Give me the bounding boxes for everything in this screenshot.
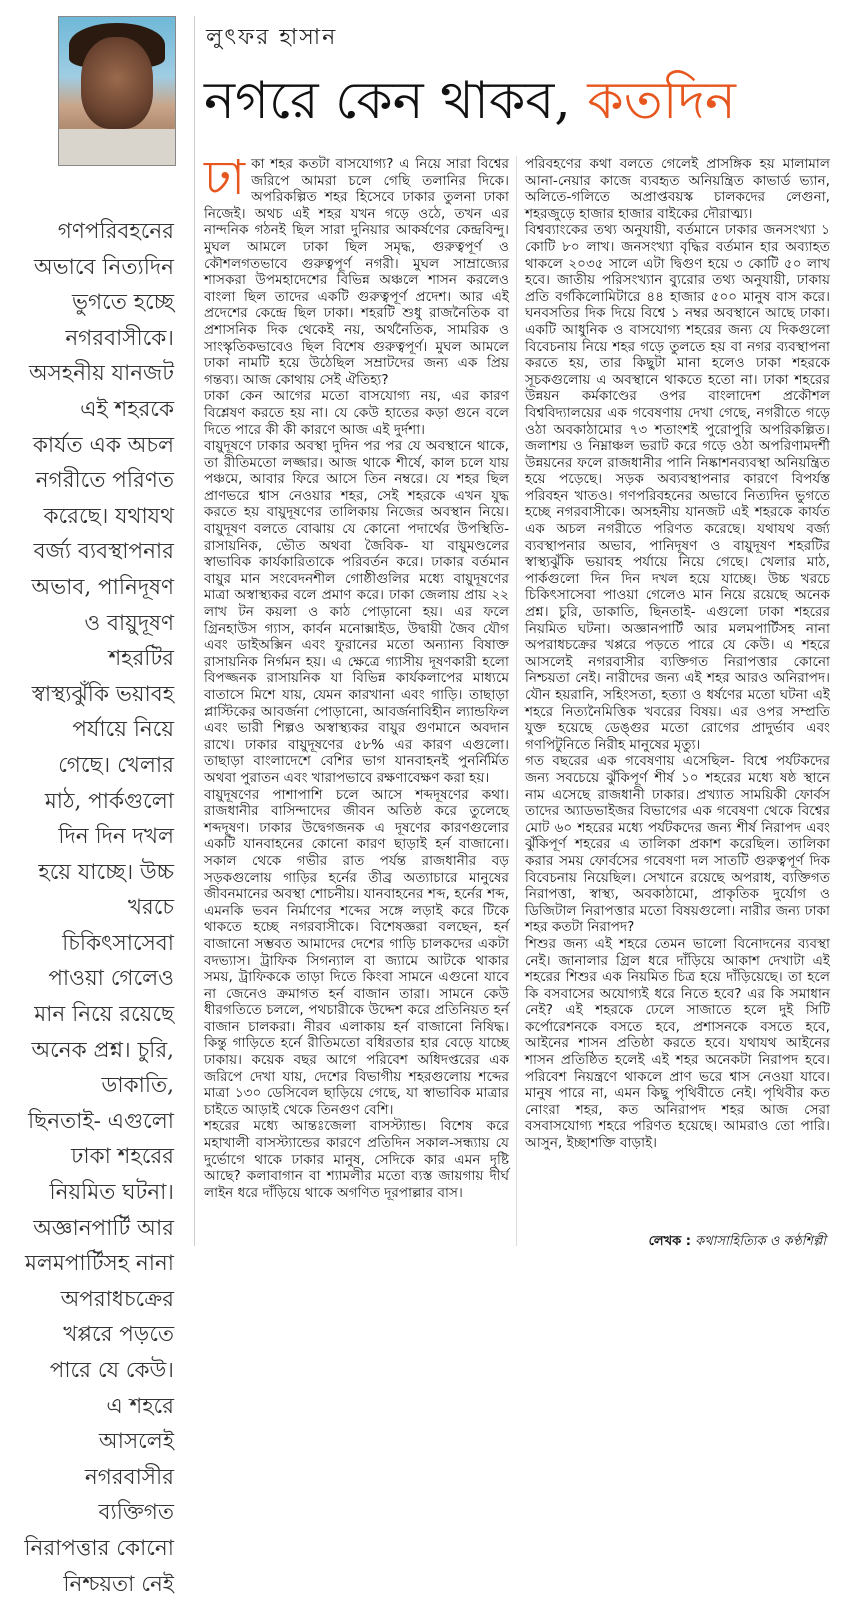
pull-quote-line: চিকিৎসাসেবা [62, 930, 174, 956]
article-column-1 [204, 150, 509, 1201]
paragraph: শহরের মধ্যে আন্তঃজেলা বাসস্ট্যান্ড। বিশেষ করে মহাখালী বাসস্ট্যান্ডের কারণে প্রতিদিন সকাল-সন্ধ্যায় যে দুর্ভোগে থাকে ঢাকার মানুষ, সেদিকে কার এমন দৃষ্টি আছে? কলাবাগান বা শ্যামলীর মতো ব্যস্ত জায়গায় দীর্ঘ লাইন ধরে দাঁড়িয়ে থাকে অগণিত দূরপাল্লার বাস। [204, 1118, 509, 1201]
drop-cap: ঢা [204, 150, 246, 206]
pull-quote-line: এই শহরকে [80, 396, 174, 422]
pull-quote-line: পাওয়া গেলেও [48, 966, 174, 992]
byline-label: লেখক : [648, 1234, 691, 1249]
pull-quote-line: পারে যে কেউ। [49, 1358, 174, 1383]
pull-quote-line: নিশ্চয়তা নেই [63, 1571, 174, 1597]
pull-quote-line: খরচে [127, 895, 174, 921]
paragraph: পরিবহণের কথা বলতে গেলেই প্রাসঙ্গিক হয় মালামাল আনা-নেয়ার কাজে ব্যবহৃত অনিয়ন্ত্রিত কাভার্ড ভ্যান, অলিতে-গলিতে অপ্রাপ্তবয়স্ক চালকদের লেগুনা, শহরজুড়ে হাজার হাজার বাইকের দৌরাত্ম্য। [525, 156, 830, 222]
vertical-divider [194, 16, 195, 1246]
article-column-2 [525, 156, 830, 1152]
pull-quote-line: নিয়মিত ঘটনা। [49, 1180, 174, 1206]
title-main: নগরে কেন থাকব, [204, 71, 571, 131]
pull-quote-line: মান নিয়ে রয়েছে [34, 1002, 174, 1028]
pull-quote-line: অপরাধচক্রের [60, 1286, 174, 1312]
author-photo [58, 16, 176, 166]
pull-quote-line: খপ্পরে পড়তে [63, 1322, 174, 1348]
pull-quote-line: গণপরিবহনের [57, 219, 174, 244]
pull-quote-line: নিরাপত্তার কোনো [24, 1535, 174, 1561]
pull-quote-line: শহরটির [108, 646, 174, 672]
pull-quote-line: মলমপার্টিসহ নানা [24, 1251, 174, 1277]
first-paragraph-text: কা শহর কতটা বাসযোগ্য? এ নিয়ে সারা বিশ্বের জরিপে আমরা চলে গেছি তলানির দিকে। অপরিকল্পিত শহর হিসেবে ঢাকার তুলনা ঢাকা নিজেই। অথচ এই শহর যখন গড়ে ওঠে, তখন এর নান্দনিক গঠনই ছিল সারা দুনিয়ার আকর্ষণের কেন্দ্রবিন্দু। মুঘল আমলে ঢাকা ছিল সমৃদ্ধ, গুরুত্বপূর্ণ ও কৌশলগতভাবে গুরুত্বপূর্ণ নগরী। মুঘল সাম্রাজ্যের শাসকরা উপমহাদেশের বিভিন্ন অঞ্চলে শাসন করলেও বাংলা ছিল তাদের একটি গুরুত্বপূর্ণ প্রদেশ। আর এই প্রদেশের কেন্দ্রে ছিল ঢাকা। শহরটি শুধু রাজনৈতিক বা প্রশাসনিক দিক থেকেই নয়, অর্থনৈতিক, সামরিক ও সাংস্কৃতিকভাবেও ছিল বিশেষ গুরুত্বপূর্ণ। মুঘল আমলে ঢাকা নামটি হয়ে উঠেছিল সম্রাটদের জন্য এক প্রিয় গন্তব্য। আজ কোথায় সেই ঐতিহ্য? [204, 156, 509, 388]
pull-quote-line: ঢাকা শহরের [71, 1144, 174, 1170]
byline [649, 1232, 826, 1253]
pull-quote-line: ও বায়ুদূষণ [84, 610, 174, 636]
author-shirt [59, 129, 175, 165]
article-title [204, 66, 824, 136]
author-face [81, 37, 153, 129]
pull-quote-line: অভাবে নিত্যদিন [34, 254, 174, 280]
byline-text: কথাসাহিত্যিক ও কণ্ঠশিল্পী [695, 1234, 826, 1249]
first-paragraph [204, 150, 509, 388]
pull-quote-line: গেছে। খেলার [58, 752, 174, 778]
pull-quote-line: আসলেই [98, 1429, 174, 1455]
pull-quote-line: পর্যায়ে নিয়ে [72, 717, 174, 743]
paragraph: গত বছরের এক গবেষণায় এসেছিল- বিশ্বে পর্যটকদের জন্য সবচেয়ে ঝুঁকিপূর্ণ শীর্ষ ১০ শহরের মধ্যে ষষ্ঠ স্থানে নাম এসেছে রাজধানী ঢাকার। প্রখ্যাত সাময়িকী ফোর্বস তাদের অ্যাডভাইজর বিভাগের এক গবেষণা থেকে বিশ্বের মোট ৬০ শহরের মধ্যে পর্যটকদের জন্য শীর্ষ নিরাপদ এবং ঝুঁকিপূর্ণ শহরের এ তালিকা প্রকাশ করেছিল। তালিকা করার সময় ফোর্বসের গবেষণা দল সাতটি গুরুত্বপূর্ণ দিক বিবেচনায় নিয়েছিল। সেখানে রয়েছে অপরাধ, ব্যক্তিগত নিরাপত্তা, স্বাস্থ্য, অবকাঠামো, প্রাকৃতিক দুর্যোগ ও ডিজিটাল নিরাপত্তার মতো বিষয়গুলো। নারীর জন্য ঢাকা শহর কতটা নিরাপদ? [525, 753, 830, 936]
title-accent: কতদিন [587, 71, 736, 131]
pull-quote-line: ভুগতে হচ্ছে [71, 290, 174, 316]
author-name: লুৎফর হাসান [206, 25, 338, 50]
pull-quote-line: অজ্ঞানপার্টি আর [33, 1215, 174, 1241]
paragraph: শিশুর জন্য এই শহরে তেমন ভালো বিনোদনের ব্যবস্থা নেই। জানালার গ্রিল ধরে দাঁড়িয়ে আকাশ দেখাটা এই শহরের শিশুর এক নিয়মিত চিত্র হয়ে দাঁড়িয়েছে। তা হলে কি বসবাসের অযোগ্যই ধরে নিতে হবে? এর কি সমাধান নেই? এই শহরকে ঢেলে সাজাতে হলে দুই সিটি কর্পোরেশনকে বসতে হবে, প্রশাসনকে বসতে হবে, আইনের শাসন প্রতিষ্ঠা করতে হবে। যথাযথ আইনের শাসন প্রতিষ্ঠিত হলেই এই শহর অনেকটা নিরাপদ হবে। পরিবেশ নিয়ন্ত্রণে থাকলে প্রাণ ভরে শ্বাস নেওয়া যাবে। মানুষ পারে না, এমন কিছু পৃথিবীতে নেই। পৃথিবীর কত নোংরা শহর, কত অনিরাপদ শহর আজ সেরা বসবাসযোগ্য শহরে পরিণত হয়েছে। আমরাও তো পারি। আসুন, ইচ্ছাশক্তি বাড়াই। [525, 935, 830, 1152]
pull-quote-line: অনেক প্রশ্ন। চুরি, [31, 1037, 174, 1063]
pull-quote-line: নগরবাসীর [84, 1464, 174, 1490]
pull-quote-line: নগরবাসীকে। [65, 325, 174, 351]
paragraph: বিশ্বব্যাংকের তথ্য অনুযায়ী, বর্তমানে ঢাকার জনসংখ্যা ১ কোটি ৮০ লাখ। জনসংখ্যা বৃদ্ধির বর্তমান হার অব্যাহত থাকলে ২০৩৫ সালে এটা দ্বিগুণ হয়ে ৩ কোটি ৫০ লাখ হবে। জাতীয় পরিসংখ্যান ব্যুরোর তথ্য অনুযায়ী, ঢাকায় প্রতি বর্গকিলোমিটারে ৪৪ হাজার ৫০০ মানুষ বাস করে। ঘনবসতির দিক দিয়ে বিশ্বে ১ নম্বর অবস্থানে আছে ঢাকা। একটি আধুনিক ও বাসযোগ্য শহরের জন্য যে দিকগুলো বিবেচনায় নিয়ে শহর গড়ে তুলতে হয় বা নগর ব্যবস্থাপনা করতে হয়, তার কিছুটা মানা হলেও ঢাকা শহরকে সূচকগুলোয় এ অবস্থানে থাকতে হতো না। ঢাকা শহরের উন্নয়ন কর্মকাণ্ডের ওপর বাংলাদেশ প্রকৌশল বিশ্ববিদ্যালয়ের এক গবেষণায় দেখা গেছে, নগরীতে গড়ে ওঠা অবকাঠামোর ৭৩ শতাংশই পুরোপুরি অপরিকল্পিত। জলাশয় ও নিম্নাঞ্চল ভরাট করে গড়ে ওঠা অপরিণামদর্শী উন্নয়নের ফলে রাজধানীর পানি নিষ্কাশনব্যবস্থা অনিয়ন্ত্রিত হয়ে পড়েছে। সড়ক অব্যবস্থাপনার কারণে বিপর্যস্ত পরিবহন খাতও। গণপরিবহনের অভাবে নিত্যদিন ভুগতে হচ্ছে নগরবাসীকে। অসহনীয় যানজট এই শহরকে কার্যত এক অচল নগরীতে পরিণত করেছে। যথাযথ বর্জ্য ব্যবস্থাপনার অভাব, পানিদূষণ ও বায়ুদূষণ শহরটির স্বাস্থ্যঝুঁকি ভয়াবহ পর্যায়ে নিয়ে গেছে। খেলার মাঠ, পার্কগুলো দিন দিন দখল হয়ে যাচ্ছে। উচ্চ খরচে চিকিৎসাসেবা পাওয়া গেলেও মান নিয়ে রয়েছে অনেক প্রশ্ন। চুরি, ডাকাতি, ছিনতাই- এগুলো ঢাকা শহরের নিয়মিত ঘটনা। অজ্ঞানপার্টি আর মলমপার্টিসহ নানা অপরাধচক্রের খপ্পরে পড়তে পারে যে কেউ। এ শহরে আসলেই নগরবাসীর ব্যক্তিগত নিরাপত্তার কোনো নিশ্চয়তা নেই। নারীদের জন্য এই শহর আরও অনিরাপদ। যৌন হয়রানি, সহিংসতা, হত্যা ও ধর্ষণের মতো ঘটনা এই শহরে নিত্যনৈমিত্তিক খবরের বিষয়। এর ওপর সম্প্রতি যুক্ত হয়েছে ডেঙ্গুর মতো রোগের প্রাদুর্ভাব এবং গণপিটুনিতে নিরীহ মানুষের মৃত্যু। [525, 222, 830, 753]
pull-quote-line: দিন দিন দখল [58, 824, 174, 850]
pull-quote-line: নগরীতে পরিণত [35, 468, 174, 494]
paragraph: বায়ুদূষণের পাশাপাশি চলে আসে শব্দদূষণের কথা। রাজধানীর বাসিন্দাদের জীবন অতিষ্ঠ করে তুলেছে শব্দদূষণ। ঢাকার উদ্বেগজনক এ দূষণের কারণগুলোর একটি যানবাহনের কোনো কারণ ছাড়াই হর্ন বাজানো। সকাল থেকে গভীর রাত পর্যন্ত রাজধানীর বড় সড়কগুলোয় গাড়ির হর্নের তীব্র অত্যাচারে মানুষের জীবনমানের অবস্থা শোচনীয়। যানবাহনের শব্দ, হর্নের শব্দ, এমনকি ভবন নির্মাণের শব্দের সঙ্গে লড়াই করে টিকে থাকতে হচ্ছে নগরবাসীকে। বিশেষজ্ঞরা বলছেন, হর্ন বাজানো সম্ভবত আমাদের দেশের গাড়ি চালকদের একটা বদভ্যাস। ট্রাফিক সিগন্যাল বা জ্যামে আটকে থাকার সময়, ট্রাফিককে তাড়া দিতে কিংবা সামনে এগুনো যাবে না জেনেও ক্রমাগত হর্ন বাজান তারা। সামনে কেউ ধীরগতিতে চললে, পথচারীকে উদ্দেশ করে প্রতিনিয়ত হর্ন বাজান চালকরা। নীরব এলাকায় হর্ন বাজানো নিষিদ্ধ। কিন্তু গাড়িতে হর্নে রীতিমতো বধিরতার হার বেড়ে যাচ্ছে ঢাকায়। কয়েক বছর আগে পরিবেশ অধিদপ্তরের এক জরিপে দেখা যায়, দেশের বিভাগীয় শহরগুলোয় শব্দের মাত্রা ১৩০ ডেসিবেল ছাড়িয়ে গেছে, যা স্বাভাবিক মাত্রার চাইতে আড়াই থেকে তিনগুণ বেশি। [204, 786, 509, 1118]
pull-quote-line: স্বাস্থ্যঝুঁকি ভয়াবহ [31, 681, 174, 707]
pull-quote-line: অভাব, পানিদূষণ [31, 574, 174, 600]
paragraph: বায়ুদূষণে ঢাকার অবস্থা দুদিন পর পর যে অবস্থানে থাকে, তা রীতিমতো লজ্জার। আজ থাকে শীর্ষে, কাল চলে যায় পঞ্চমে, আবার ফিরে আসে তিন নম্বরে। যে শহর ছিল প্রাণভরে শ্বাস নেওয়ার শহর, সেই শহরকে এখন যুদ্ধ করতে হয় বায়ুদূষণের তালিকায় নিজের অবস্থান নিয়ে। বায়ুদূষণ বলতে বোঝায় যে কোনো পদার্থের উপস্থিতি- রাসায়নিক, ভৌত অথবা জৈবিক- যা বায়ুমণ্ডলের স্বাভাবিক কার্যকারিতাকে পরিবর্তন করে। ঢাকার বর্তমান বায়ুর মান সংবেদনশীল গোষ্ঠীগুলির মধ্যে বায়ুদূষণের মাত্রা অস্বাস্থ্যকর বলে প্রমাণ করে। ঢাকা জেলায় প্রায় ২২ লাখ টন কয়লা ও কাঠ পোড়ানো হয়। এর ফলে গ্রিনহাউস গ্যাস, কার্বন মনোক্সাইড, উদ্বায়ী জৈব যৌগ এবং ডাইঅক্সিন এবং ফুরানের মতো অন্যান্য বিষাক্ত রাসায়নিক নির্গমন হয়। এ ক্ষেত্রে গ্যাসীয় দূষণকারী হলো বিপজ্জনক রাসায়নিক যা বিভিন্ন কার্যকলাপের মাধ্যমে বাতাসে মিশে যায়, যেমন কারখানা এবং গাড়ি। তাছাড়া প্লাস্টিকের আবর্জনা পোড়ানো, আবর্জনাবিহীন ল্যান্ডফিল এবং ভারী শিল্পও অস্বাস্থ্যকর বায়ুর গুণমানে অবদান রাখে। ঢাকার বায়ুদূষণের ৫৮% এর কারণ এগুলো। তাছাড়া বাংলাদেশে বেশির ভাগ যানবাহনই পুনর্নির্মিত অথবা পুরাতন এবং খারাপভাবে রক্ষণাবেক্ষণ করা হয়। [204, 438, 509, 786]
pull-quote-line: হয়ে যাচ্ছে। উচ্চ [38, 859, 174, 885]
pull-quote [12, 214, 174, 1602]
pull-quote-line: কার্যত এক অচল [32, 432, 174, 458]
pull-quote-line: করেছে। যথাযথ [43, 503, 174, 529]
pull-quote-line: বর্জ্য ব্যবস্থাপনার [33, 539, 174, 565]
paragraph: ঢাকা কেন আগের মতো বাসযোগ্য নয়, এর কারণ বিশ্লেষণ করতে হয় না। যে কেউ হাতের কড়া গুনে বলে দিতে পারে কী কী কারণে আজ এই দুর্দশা। [204, 388, 509, 438]
pull-quote-line: মাঠ, পার্কগুলো [44, 788, 174, 814]
pull-quote-line: এ শহরে [106, 1393, 174, 1419]
pull-quote-line: ডাকাতি, [101, 1073, 174, 1099]
column-divider [516, 156, 517, 1246]
pull-quote-line: অসহনীয় যানজট [28, 361, 174, 387]
pull-quote-line: ব্যক্তিগত [98, 1500, 174, 1526]
pull-quote-line: ছিনতাই- এগুলো [28, 1108, 174, 1134]
